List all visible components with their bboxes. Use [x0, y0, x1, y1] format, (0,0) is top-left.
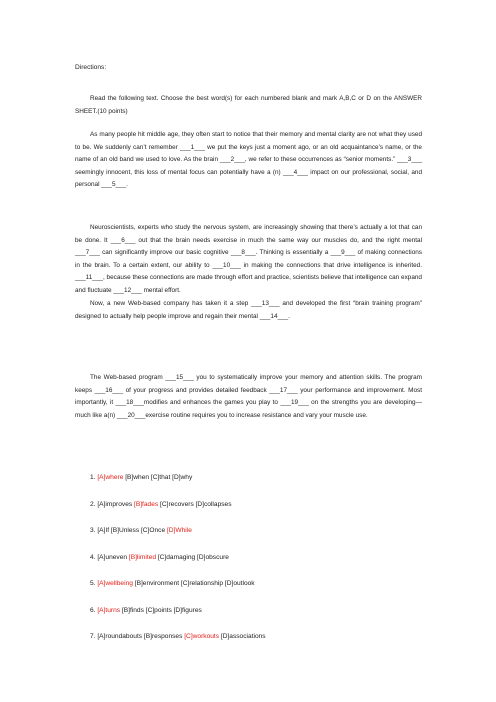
answer-number: 6.	[90, 606, 98, 614]
paragraph-text: Read the following text. Choose the best word(s) for each numbered blank and mark A,B,C or D on the ANSWER SHEET.(10 points)	[75, 95, 422, 115]
answer-options: [D]associations	[219, 633, 266, 640]
correct-option: [A]wellbeing	[97, 580, 133, 587]
answer-item	[90, 501, 232, 508]
paragraph-text: Now, a new Web-based company has taken it a step ___13___ and developed the first “brain training program” designed to actually help people improve and regain their mental ___14___.	[75, 300, 422, 320]
passage-paragraph-4	[75, 372, 422, 422]
answer-item	[90, 580, 255, 587]
correct-option: [C]workouts	[184, 633, 220, 640]
answer-options: [B]when [C]that [D]why	[123, 474, 193, 481]
answer-number: 3.	[90, 527, 98, 534]
correct-option: [B]limited	[128, 553, 156, 561]
paragraph-text: As many people hit middle age, they often start to notice that their memory and mental clarity are not what they used to be. We suddenly can’t remember ___1___ we put the keys just a moment ago, or an old acquaintance’s name, or the name of an old band we used to love. As the brain ___2___, we refer to these occurrences as “senior moments.” ___3___ seemingly innocent, this loss of mental focus can potentially have a (n) ___4___ impact on our professional, social, and personal ___5___.	[75, 131, 422, 189]
answer-number: 2.	[90, 500, 98, 508]
answer-number: 4.	[90, 553, 98, 561]
answer-options: [A]If [B]Unless [C]Once	[97, 527, 167, 534]
answer-item	[90, 607, 202, 614]
answer-number: 7.	[90, 633, 98, 640]
answer-options: [A]improves	[97, 500, 134, 508]
answer-options: [B]finds [C]points [D]figures	[120, 606, 202, 614]
correct-option: [D]While	[166, 527, 192, 534]
answer-number: 5.	[90, 580, 98, 587]
answer-options: [C]damaging [D]obscure	[156, 553, 229, 561]
answer-options: [A]roundabouts [B]responses	[97, 633, 185, 640]
correct-option: [B]fades	[134, 500, 159, 508]
paragraph-text: Neuroscientists, experts who study the nervous system, are increasingly showing that there’s actually a lot that can be done. It ___6___ out that the brain needs exercise in much the same way our muscles do, and the right mental ___7___ can significantly improve our basic cognitive ___8___. Thinking is essentially a ___9___ of making connections in the brain. To a certain extent, our ability to ___10___ in making the connections that drive intelligence is inherited. ___11___, because these connections are made through effort and practice, scientists believe that intelligence can expand and fluctuate ___12___ mental effort.	[75, 224, 422, 294]
passage-paragraph-3	[75, 298, 422, 323]
instructions-paragraph	[75, 93, 422, 118]
correct-option: [A]where	[97, 474, 124, 481]
passage-paragraph-1	[75, 129, 422, 192]
answer-number: 1.	[90, 474, 98, 481]
answer-item	[90, 633, 266, 640]
answer-item	[90, 527, 192, 534]
answer-options: [B]environment [C]relationship [D]outlook	[132, 580, 255, 587]
answer-item	[90, 554, 229, 561]
answer-item	[90, 474, 192, 481]
correct-option: [A]turns	[97, 606, 121, 614]
answer-options: [C]recovers [D]collapses	[158, 500, 232, 508]
paragraph-text: The Web-based program ___15___ you to systematically improve your memory and attention skills. The program keeps ___16___ of your progress and provides detailed feedback ___17___ your performance and improvement. Most importantly, it ___18___modifies and enhances the games you play to ___19___ on the strengths you are developing—much like a(n) ___20___exercise routine requires you to increase resistance and vary your muscle use.	[75, 374, 422, 419]
directions-heading: Directions:	[75, 64, 107, 71]
passage-paragraph-2	[75, 222, 422, 298]
answer-options: [A]uneven	[97, 553, 129, 561]
